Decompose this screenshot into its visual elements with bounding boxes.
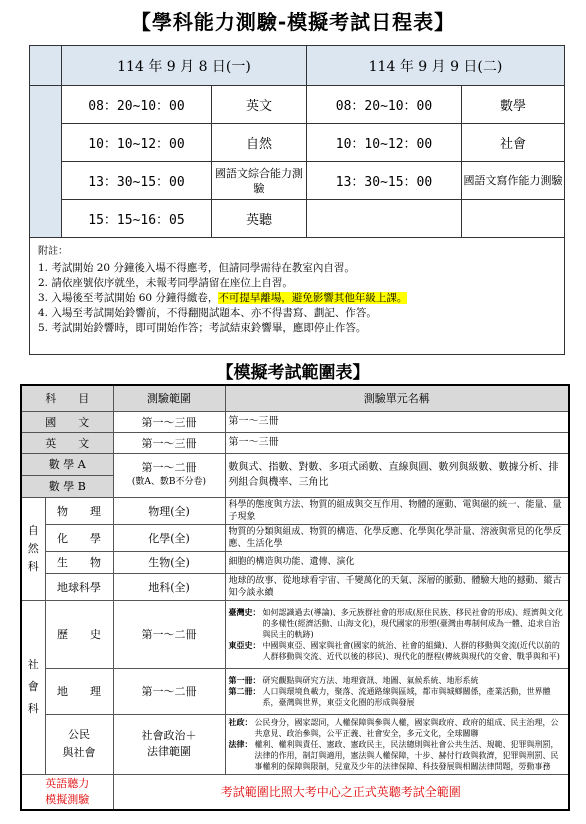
subject-earth-science: 地球科學 — [45, 573, 113, 600]
day1-time: 13：30~15：00 — [62, 162, 212, 200]
range-math — [113, 453, 225, 497]
day1-header: 114 年 9 月 8 日(一) — [62, 46, 307, 86]
day2-header: 114 年 9 月 9 日(二) — [307, 46, 565, 86]
units-chemistry: 物質的分類與組成、物質的構造、化學反應、化學與化學計量、溶液與常見的化學反應、生活化學 — [225, 524, 569, 551]
day2-subject: 國語文寫作能力測驗 — [462, 162, 565, 200]
note-item: 4. 入場至考試開始鈴響前，不得翻閱試題本、亦不得書寫、劃記、作答。 — [38, 307, 377, 319]
social-char: 科 — [27, 702, 39, 715]
scope-title: 【模擬考試範圍表】 — [216, 363, 370, 383]
listening-label: 英語聽力 — [45, 776, 90, 790]
header-subject: 科 目 — [21, 385, 113, 411]
notes-title: 附註： — [38, 246, 68, 257]
schedule-corner — [30, 46, 62, 86]
units-earth-science: 地球的故事、從地球看宇宙、千變萬化的天氣、深層的脈動、體驗大地的撼動、縱古知今談永續 — [225, 573, 569, 600]
part-value: 如何認識過去(導論)、多元族群社會的形成(原住民族、移民社會的形成)、經濟與文化的多樣性(經濟活動、山海文化)，現代國家的形塑(臺灣由專制何成為一體、追求自治與民主的軌跡) — [262, 607, 563, 639]
day1-time: 10：10~12：00 — [62, 124, 212, 162]
civics-range: 法律範圍 — [147, 745, 191, 758]
subject-chinese: 國 文 — [21, 411, 113, 432]
subject-english: 英 文 — [21, 432, 113, 453]
range-chinese: 第一～三冊 — [113, 411, 225, 432]
schedule-title: 【學科能力測驗-模擬考試日程表】 — [130, 10, 456, 34]
day2-subject: 社會 — [462, 124, 565, 162]
history-part — [229, 607, 566, 640]
subject-math-b: 數 學 B — [21, 475, 113, 497]
part-value: 研究觀點與研究方法、地理資訊、地圖、氣候系統、地形系統 — [262, 675, 479, 685]
day1-time: 15：15~16：05 — [62, 200, 212, 238]
note-item: 2. 請依座號依序就坐，未報考同學請留在座位上自習。 — [38, 277, 293, 289]
range-biology: 生物(全) — [113, 551, 225, 573]
part-value: 中國與東亞、國家與社會(國家的統治、社會的組織)、人群的移動與交流(近代以前的人群移動與交流、近代以後的移民)、現代化的歷程(傳統與現代的交會、戰爭與和平) — [262, 640, 560, 661]
header-range: 測驗範圍 — [113, 385, 225, 411]
science-char: 自 — [27, 523, 39, 537]
geography-part — [229, 686, 566, 708]
note-item: 5. 考試開始鈴響時，即可開始作答；考試結束鈴響畢，應即停止作答。 — [38, 322, 367, 334]
note-item — [38, 291, 554, 306]
part-key: 第二冊： — [228, 685, 261, 696]
range-chemistry: 化學(全) — [113, 524, 225, 551]
notes-panel — [30, 238, 565, 355]
day2-time — [307, 200, 462, 238]
day2-time: 10：10~12：00 — [307, 124, 462, 162]
range-geography: 第一～二冊 — [113, 668, 225, 714]
units-history — [225, 600, 569, 668]
units-math: 數與式、指數、對數、多項式函數、直線與圓、數列與級數、數據分析、排列組合與機率、三角比 — [225, 453, 569, 497]
subject-listening — [21, 774, 113, 810]
civics-range: 社會政治＋ — [141, 729, 197, 742]
day1-subject: 國語文綜合能力測驗 — [212, 162, 307, 200]
units-listening: 考試範圍比照大考中心之正式英聽考試全範圍 — [113, 774, 569, 810]
science-char: 然 — [27, 541, 39, 555]
range-history: 第一～二冊 — [113, 600, 225, 668]
note-item: 1. 考試開始 20 分鐘後入場不得應考，但請同學需待在教室內自習。 — [38, 262, 355, 274]
range-math-main: 第一～二冊 — [141, 461, 197, 474]
day1-subject: 自然 — [212, 124, 307, 162]
subject-history: 歷 史 — [45, 600, 113, 668]
listening-label: 模擬測驗 — [45, 792, 90, 806]
day1-time: 08：20~10：00 — [62, 86, 212, 124]
units-biology: 細胞的構造與功能、遺傳、演化 — [225, 551, 569, 573]
range-civics — [113, 714, 225, 774]
social-char: 社 — [27, 658, 39, 671]
note-text: 3. 入場後至考試開始 60 分鐘得繳卷， — [38, 292, 219, 304]
civics-part — [229, 717, 566, 739]
part-key: 社政： — [228, 716, 253, 727]
part-key: 法律： — [228, 738, 253, 749]
subject-chemistry: 化 學 — [45, 524, 113, 551]
note-highlight: 不可提早離場，避免影響其他年級上課。 — [218, 292, 408, 304]
schedule-side — [30, 86, 62, 238]
day1-subject: 英聽 — [212, 200, 307, 238]
history-part — [229, 640, 566, 662]
units-civics — [225, 714, 569, 774]
social-char: 會 — [27, 680, 39, 693]
header-units: 測驗單元名稱 — [225, 385, 569, 411]
social-group-label — [21, 600, 45, 774]
civics-part — [229, 739, 566, 772]
civics-name: 與社會 — [62, 746, 96, 759]
range-earth-science: 地科(全) — [113, 573, 225, 600]
part-key: 東亞史： — [228, 639, 261, 650]
units-geography — [225, 668, 569, 714]
range-math-note: (數A、數B不分卷) — [131, 477, 207, 487]
units-chinese: 第一～三冊 — [225, 411, 569, 432]
day2-time: 08：20~10：00 — [307, 86, 462, 124]
range-english: 第一～三冊 — [113, 432, 225, 453]
subject-physics: 物 理 — [45, 497, 113, 524]
part-key: 第一冊： — [228, 674, 261, 685]
part-value: 人口與環境負載力，聚落、流通路線與區域，都市與城鄉關係，產業活動，世界體系，臺灣與世界，東亞文化圈的形成與發展 — [262, 686, 551, 707]
range-physics: 物理(全) — [113, 497, 225, 524]
units-english: 第一～三冊 — [225, 432, 569, 453]
civics-name: 公民 — [68, 728, 90, 741]
science-group-label — [21, 497, 45, 600]
day2-time: 13：30~15：00 — [307, 162, 462, 200]
subject-biology: 生 物 — [45, 551, 113, 573]
part-value: 公民身分，國家認同，人權保障與參與人權，國家與政府、政府的組成、民主治理，公共意見、政治參與，公平正義、社會安全，多元文化，全球關聯 — [254, 717, 559, 738]
day1-subject: 英文 — [212, 86, 307, 124]
geography-part — [229, 675, 566, 686]
subject-civics — [45, 714, 113, 774]
part-key: 臺灣史： — [228, 606, 261, 617]
subject-math-a: 數 學 A — [21, 453, 113, 475]
units-physics: 科學的態度與方法、物質的組成與交互作用、物體的運動、電與磁的統一、能量、量子現象 — [225, 497, 569, 524]
science-char: 科 — [27, 559, 39, 573]
subject-geography: 地 理 — [45, 668, 113, 714]
day2-subject: 數學 — [462, 86, 565, 124]
part-value: 權利、權利與責任、憲政、憲政民主，民法總則與社會公共生活、規範、犯罪與刑罰，法律的作用，制訂與適用，憲法與人權保障，十步、赫付行政與救濟，犯罪與刑罰、民事權利的保障與限制，兒童及少年的法律保障、科技發展與相關法律問題，勞動事務 — [254, 739, 559, 771]
schedule-table — [29, 45, 565, 355]
scope-table — [20, 384, 570, 811]
day2-subject — [462, 200, 565, 238]
